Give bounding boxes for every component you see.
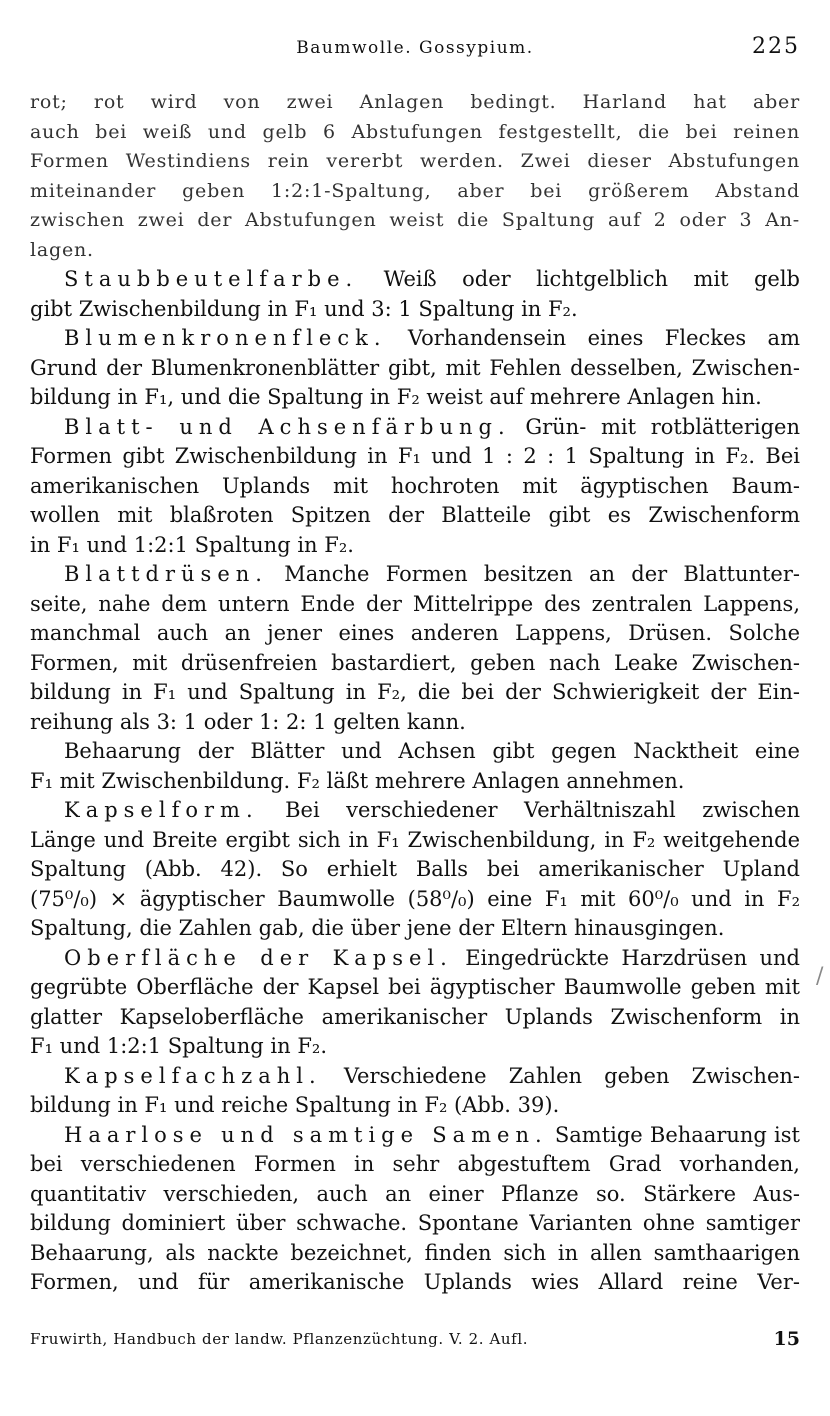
text-line: manchmal auch an jener eines anderen Lappens, Drüsen. Solche [30, 621, 800, 645]
footer-source: Fruwirth, Handbuch der landw. Pflanzenzüchtung. V. 2. Aufl. [30, 1330, 529, 1348]
text-line: seite, nahe dem untern Ende der Mittelrippe des zentralen Lappens, [30, 591, 800, 616]
text-line: Länge und Breite ergibt sich in F₁ Zwischenbildung, in F₂ weitgehende [30, 827, 800, 852]
text-line: wollen mit blaßroten Spitzen der Blatteile gibt es Zwischenform [30, 503, 800, 527]
text-line: gibt Zwischenbildung in F₁ und 3: 1 Spaltung in F₂. [30, 296, 578, 321]
text-line: Staubbeutelfarbe. Weiß oder lichtgelblich mit gelb [64, 267, 800, 291]
section-heading: Haarlose und samtige Samen. [64, 1122, 548, 1147]
section-heading: Oberfläche der Kapsel. [64, 945, 453, 970]
text-line: Haarlose und samtige Samen. Samtige Behaarung ist [64, 1122, 800, 1147]
text-line: auch bei weiß und gelb 6 Abstufungen festgestellt, die bei reinen [30, 120, 800, 143]
text-line: rot; rot wird von zwei Anlagen bedingt. Harland hat aber [30, 91, 800, 113]
text-line: Behaarung der Blätter und Achsen gibt gegen Nacktheit eine [64, 739, 800, 763]
text-line: Blumenkronenfleck. Vorhandensein eines Fleckes am [64, 326, 800, 350]
text-line: bei verschiedenen Formen in sehr abgestuftem Grad vorhanden, [30, 1152, 800, 1176]
section-heading: Kapselform. [64, 798, 259, 822]
text-line: F₁ mit Zwischenbildung. F₂ läßt mehrere Anlagen annehmen. [30, 768, 685, 793]
page-footer [30, 1330, 800, 1354]
paragraph [30, 1062, 800, 1121]
text-line: quantitativ verschieden, auch an einer Pflanze so. Stärkere Aus- [30, 1181, 800, 1206]
text-line: (75⁰/₀) × ägyptischer Baumwolle (58⁰/₀) eine F₁ mit 60⁰/₀ und in F₂ [30, 886, 800, 911]
text-line: Spaltung, die Zahlen gab, die über jene der Eltern hinausgingen. [30, 916, 725, 940]
section-heading: Blumenkronenfleck. [64, 326, 387, 350]
text-line: reihung als 3: 1 oder 1: 2: 1 gelten kann. [30, 709, 466, 734]
text-line: Formen gibt Zwischenbildung in F₁ und 1 : 2 : 1 Spaltung in F₂. Bei [30, 444, 800, 468]
text-line: Blattdrüsen. Manche Formen besitzen an der Blattunter- [64, 562, 800, 586]
text-line: gegrübte Oberfläche der Kapsel bei ägyptischer Baumwolle geben mit [30, 975, 800, 999]
text-line: Kapselfachzahl. Verschiedene Zahlen geben Zwischen- [64, 1063, 800, 1088]
text-line: zwischen zwei der Abstufungen weist die Spaltung auf 2 oder 3 An- [30, 209, 800, 231]
text-line: F₁ und 1:2:1 Spaltung in F₂. [30, 1034, 327, 1058]
text-line: Formen, mit drüsenfreien bastardiert, geben nach Leake Zwischen- [30, 650, 800, 675]
running-header [30, 34, 800, 64]
text-line: bildung in F₁ und Spaltung in F₂, die bei der Schwierigkeit der Ein- [30, 680, 800, 704]
paragraph [30, 265, 800, 324]
section-heading: Blattdrüsen. [64, 562, 268, 586]
text-line: glatter Kapseloberfläche amerikanischer Uplands Zwischenform in [30, 1004, 800, 1029]
section-heading: Blatt- und Achsenfärbung. [64, 414, 511, 439]
margin-pencil-mark: / [816, 964, 824, 989]
paragraph [30, 413, 800, 561]
paragraph [30, 944, 800, 1062]
section-heading: Kapselfachzahl. [64, 1063, 322, 1088]
body-text [30, 88, 800, 1298]
paragraph [30, 324, 800, 413]
sheet-number: 15 [773, 1328, 800, 1350]
text-line: Grund der Blumenkronenblätter gibt, mit Fehlen desselben, Zwischen- [30, 355, 800, 380]
section-heading: Staubbeutelfarbe. [64, 267, 359, 291]
paragraph [30, 796, 800, 944]
text-line: miteinander geben 1:2:1-Spaltung, aber bei größerem Abstand [30, 179, 800, 202]
text-line: in F₁ und 1:2:1 Spaltung in F₂. [30, 532, 354, 557]
paragraph [30, 1121, 800, 1298]
text-line: lagen. [30, 238, 94, 261]
text-line: Behaarung, als nackte bezeichnet, finden sich in allen samthaarigen [30, 1240, 800, 1265]
page-number: 225 [752, 34, 800, 59]
text-line: Blatt- und Achsenfärbung. Grün- mit rotblätterigen [64, 414, 800, 439]
text-line: amerikanischen Uplands mit hochroten mit ägyptischen Baum- [30, 473, 800, 498]
paragraph [30, 737, 800, 796]
paragraph [30, 88, 800, 265]
text-line: Spaltung (Abb. 42). So erhielt Balls bei amerikanischer Upland [30, 857, 800, 881]
text-line: bildung in F₁ und reiche Spaltung in F₂ (Abb. 39). [30, 1093, 560, 1117]
text-line: Formen Westindiens rein vererbt werden. Zwei dieser Abstufungen [30, 150, 800, 172]
paragraph [30, 560, 800, 737]
running-title: Baumwolle. Gossypium. [296, 38, 534, 58]
text-line: Oberfläche der Kapsel. Eingedrückte Harzdrüsen und [64, 945, 800, 970]
text-line: bildung dominiert über schwache. Spontane Varianten ohne samtiger [30, 1211, 800, 1235]
text-line: Kapselform. Bei verschiedener Verhältniszahl zwischen [64, 798, 800, 822]
text-line: Formen, und für amerikanische Uplands wies Allard reine Ver- [30, 1270, 800, 1294]
text-line: bildung in F₁, und die Spaltung in F₂ weist auf mehrere Anlagen hin. [30, 385, 762, 409]
